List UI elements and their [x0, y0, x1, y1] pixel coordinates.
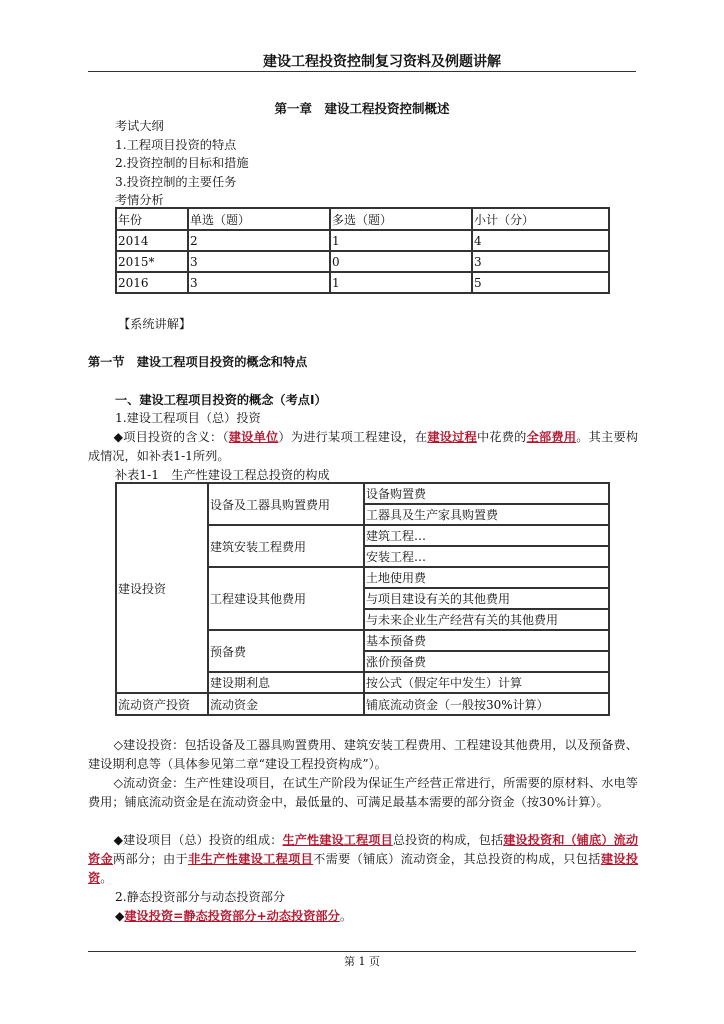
document-header-title: 建设工程投资控制复习资料及例题讲解	[263, 54, 501, 70]
exam-analysis-table	[115, 207, 610, 294]
group-cell: 设备及工器具购置费用	[208, 483, 364, 525]
column-header: 年份	[116, 208, 188, 230]
group-cell: 预备费	[208, 630, 364, 672]
cell: 3	[188, 272, 330, 293]
investment-composition-table	[115, 482, 610, 716]
highlight-text: 全部费用	[526, 430, 577, 444]
item-cell: 设备购置费	[364, 483, 609, 504]
table-header-row	[116, 208, 609, 230]
text: 。	[100, 871, 113, 885]
footer-rule	[88, 951, 636, 952]
group-cell: 工程建设其他费用	[208, 567, 364, 630]
text: 不需要（铺底）流动资金，其总投资的构成，只包括	[313, 852, 601, 866]
cell: 2015*	[116, 251, 188, 272]
item-cell: 按公式（假定年中发生）计算	[364, 672, 609, 693]
table-row	[116, 230, 609, 251]
text: ◆建设项目（总）投资的组成：	[113, 833, 283, 847]
cell: 2	[188, 230, 330, 251]
cell: 2016	[116, 272, 188, 293]
category-cell: 流动资产投资	[116, 693, 208, 715]
highlight-text: 建设投资和（铺底）流动资金	[88, 833, 639, 866]
column-header: 小计（分）	[472, 208, 609, 230]
item-cell: 与项目建设有关的其他费用	[364, 588, 609, 609]
cell: 2014	[116, 230, 188, 251]
subsection-title: 一、建设工程项目投资的概念（考点Ⅰ）	[115, 393, 327, 407]
section-title: 第一节 建设工程项目投资的概念和特点	[88, 355, 308, 369]
item-heading: 2.静态投资部分与动态投资部分	[115, 890, 286, 904]
item-cell: 安装工程…	[364, 546, 609, 567]
item-cell: 铺底流动资金（一般按30%计算）	[364, 693, 609, 715]
cell: 3	[472, 251, 609, 272]
column-header: 多选（题）	[330, 208, 472, 230]
text: 中花费的	[476, 430, 527, 444]
composition-paragraph	[88, 831, 638, 888]
text: 两部分；由于	[113, 852, 189, 866]
chapter-title: 第一章 建设工程投资控制概述	[274, 101, 450, 116]
cell: 4	[472, 230, 609, 251]
group-cell: 建筑安装工程费用	[208, 525, 364, 567]
definition-paragraph	[88, 428, 638, 466]
item-cell: 土地使用费	[364, 567, 609, 588]
cell: 3	[188, 251, 330, 272]
text: ◆	[115, 909, 125, 923]
item-cell: 涨价预备费	[364, 651, 609, 672]
group-cell: 建设期利息	[208, 672, 364, 693]
cell: 0	[330, 251, 472, 272]
group-cell: 流动资金	[208, 693, 364, 715]
item-cell: 工器具及生产家具购置费	[364, 504, 609, 525]
highlight-text: 建设投资=静态投资部分+动态投资部分	[124, 909, 340, 923]
system-explanation-label: 【系统讲解】	[118, 317, 192, 331]
item-cell: 基本预备费	[364, 630, 609, 651]
highlight-text: 生产性建设工程项目	[282, 833, 393, 847]
highlight-text: 建设单位	[228, 430, 279, 444]
highlight-text: 建设过程	[427, 430, 477, 444]
cell: 1	[330, 272, 472, 293]
construction-investment-paragraph: ◇建设投资：包括设备及工器具购置费用、建筑安装工程费用、工程建设其他费用，以及预备费、建设期利息等（具体参见第二章“建设工程投资构成”）。	[88, 738, 638, 771]
table-caption: 补表1-1 生产性建设工程总投资的构成	[115, 468, 330, 482]
cell: 1	[330, 230, 472, 251]
item-heading: 1.建设工程项目（总）投资	[115, 411, 261, 425]
highlight-text: 非生产性建设工程项目	[188, 852, 314, 866]
outline-item: 2.投资控制的目标和措施	[115, 156, 249, 170]
outline-heading: 考试大纲	[115, 119, 164, 133]
column-header: 单选（题）	[188, 208, 330, 230]
table-row	[116, 251, 609, 272]
text: 总投资的构成，包括	[392, 833, 504, 847]
item-cell: 与未来企业生产经营有关的其他费用	[364, 609, 609, 630]
category-cell: 建设投资	[116, 483, 208, 693]
working-capital-paragraph: ◇流动资金：生产性建设项目，在试生产阶段为保证生产经营正常进行，所需要的原材料、水电等费用；铺底流动资金是在流动资金中，最低量的、可满足最基本需要的部分资金（按30%计算）。	[88, 776, 638, 809]
outline-item: 3.投资控制的主要任务	[115, 175, 237, 189]
text: 。其主要构成情况，如补表1-1所列。	[88, 430, 639, 463]
item-cell: 建筑工程…	[364, 525, 609, 546]
formula-line	[115, 907, 352, 926]
text: ◆项目投资的含义：（	[113, 430, 229, 444]
header-rule	[88, 71, 636, 72]
table-row	[116, 272, 609, 293]
page-number: 第 1 页	[344, 955, 380, 968]
cell: 5	[472, 272, 609, 293]
text: 。	[339, 909, 352, 923]
text: ）为进行某项工程建设，在	[278, 430, 428, 444]
exam-analysis-heading: 考情分析	[115, 193, 164, 207]
highlight-text: 建设投资	[88, 852, 639, 885]
outline-item: 1.工程项目投资的特点	[115, 138, 237, 152]
